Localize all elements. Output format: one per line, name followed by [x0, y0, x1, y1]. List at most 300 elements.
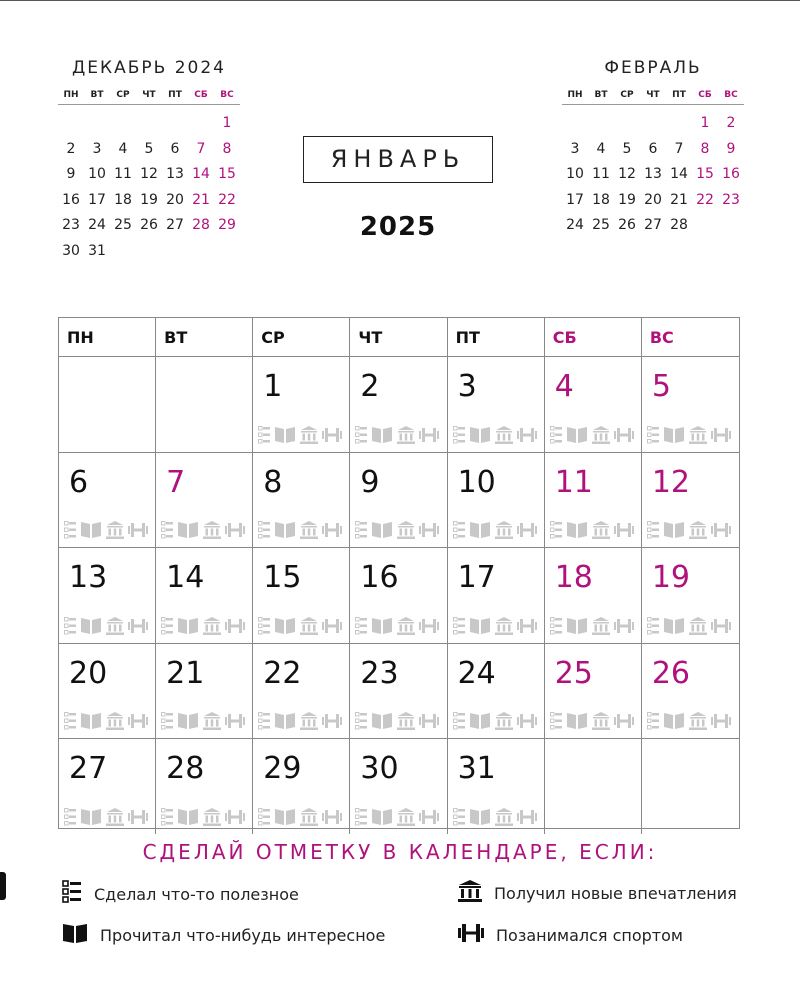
book-icon[interactable] — [566, 712, 588, 730]
mini-day: 23 — [62, 217, 80, 233]
day-cell[interactable] — [253, 739, 350, 834]
mini-day: 18 — [114, 191, 132, 208]
dumbbell-icon[interactable] — [711, 617, 731, 635]
museum-icon[interactable] — [300, 521, 318, 539]
dumbbell-icon[interactable] — [614, 521, 634, 539]
checklist-icon[interactable] — [550, 521, 562, 539]
checklist-icon[interactable] — [161, 617, 173, 635]
day-cell[interactable] — [59, 453, 156, 548]
day-cell[interactable] — [350, 644, 447, 739]
day-number: 29 — [263, 751, 302, 786]
legend-item-useful — [62, 880, 299, 908]
book-icon[interactable] — [274, 808, 296, 826]
checklist-icon[interactable] — [355, 808, 367, 826]
legend-label: Прочитал что-нибудь интересное — [100, 925, 386, 945]
day-cell[interactable] — [350, 453, 447, 548]
weekday-header: СБ — [545, 318, 642, 356]
museum-icon[interactable] — [495, 808, 513, 826]
mini-day — [640, 111, 666, 137]
book-icon[interactable] — [663, 617, 685, 635]
tracker-icons — [550, 521, 634, 539]
checklist-icon[interactable] — [453, 521, 465, 539]
mini-day: 25 — [592, 217, 610, 233]
museum-icon[interactable] — [495, 426, 513, 444]
weekday-label: СБ — [194, 90, 208, 100]
day-cell[interactable] — [350, 548, 447, 643]
checklist-icon[interactable] — [258, 426, 270, 444]
tracker-icons — [355, 426, 439, 444]
tracker-icons — [64, 617, 148, 635]
day-cell[interactable] — [156, 644, 253, 739]
mini-day: 6 — [648, 140, 658, 157]
checklist-icon[interactable] — [258, 617, 270, 635]
checklist-icon[interactable] — [355, 712, 367, 730]
day-number: 8 — [263, 464, 283, 500]
checklist-icon[interactable] — [64, 521, 76, 539]
day-number: 25 — [554, 655, 593, 691]
calendar-weeks — [59, 357, 739, 834]
mini-day: 17 — [88, 191, 106, 208]
dumbbell-icon[interactable] — [225, 712, 245, 730]
mini-day: 12 — [618, 166, 636, 182]
museum-icon[interactable] — [689, 426, 707, 444]
mini-calendar-days — [58, 111, 240, 264]
museum-icon[interactable] — [495, 712, 513, 730]
day-cell[interactable] — [350, 357, 447, 452]
weekday-header: ВТ — [156, 318, 253, 356]
week-row — [59, 644, 739, 740]
day-cell[interactable] — [545, 548, 642, 643]
checklist-icon[interactable] — [355, 521, 367, 539]
mini-day — [614, 111, 640, 137]
weekday-label: СР — [620, 90, 634, 100]
museum-icon[interactable] — [592, 521, 610, 539]
week-row — [59, 548, 739, 644]
day-cell[interactable] — [156, 548, 253, 643]
book-icon[interactable] — [469, 521, 491, 539]
mini-day: 5 — [144, 140, 154, 157]
day-cell[interactable] — [253, 357, 350, 452]
tracker-icons — [258, 521, 342, 539]
checklist-icon[interactable] — [161, 808, 173, 826]
mini-day: 28 — [670, 217, 688, 233]
day-number: 24 — [457, 655, 496, 691]
week-row — [59, 739, 739, 834]
mini-day: 12 — [140, 166, 158, 182]
day-number: 14 — [166, 560, 205, 595]
book-icon[interactable] — [80, 712, 102, 730]
day-number: 16 — [360, 560, 399, 595]
checklist-icon — [62, 880, 82, 908]
dumbbell-icon[interactable] — [614, 617, 634, 635]
mini-day — [136, 239, 162, 265]
dumbbell-icon[interactable] — [419, 426, 439, 444]
mini-day: 25 — [114, 217, 132, 233]
tracker-icons — [355, 617, 439, 635]
mini-day — [58, 111, 84, 137]
museum-icon[interactable] — [203, 808, 221, 826]
year-title: 2025 — [359, 212, 437, 242]
mini-day — [588, 111, 614, 137]
mini-day: 20 — [166, 191, 184, 208]
tracker-icons — [550, 617, 634, 635]
day-cell[interactable] — [59, 548, 156, 643]
mini-day: 4 — [118, 140, 128, 157]
day-cell[interactable] — [156, 739, 253, 834]
museum-icon[interactable] — [300, 617, 318, 635]
tracker-icons — [258, 808, 342, 826]
checklist-icon[interactable] — [64, 808, 76, 826]
legend-label: Позанимался спортом — [496, 925, 683, 945]
mini-day: 27 — [644, 217, 662, 233]
tracker-icons — [647, 521, 731, 539]
tracker-icons — [355, 808, 439, 826]
museum-icon[interactable] — [689, 521, 707, 539]
tracker-icons — [258, 712, 342, 730]
day-number: 6 — [69, 464, 89, 500]
checklist-icon[interactable] — [647, 712, 659, 730]
book-icon[interactable] — [469, 617, 491, 635]
day-cell[interactable] — [642, 357, 739, 452]
book-icon[interactable] — [371, 617, 393, 635]
dumbbell-icon[interactable] — [517, 426, 537, 444]
day-number: 28 — [166, 751, 205, 786]
checklist-icon[interactable] — [647, 426, 659, 444]
weekday-label: ВТ — [90, 90, 104, 100]
month-title: ЯНВАРЬ — [303, 136, 493, 183]
checklist-icon[interactable] — [64, 617, 76, 635]
tracker-icons — [355, 521, 439, 539]
book-icon[interactable] — [371, 521, 393, 539]
museum-icon[interactable] — [495, 617, 513, 635]
empty-day-cell — [156, 357, 253, 452]
book-icon[interactable] — [371, 712, 393, 730]
mini-day: 20 — [644, 191, 662, 208]
mini-day: 19 — [618, 191, 636, 208]
museum-icon[interactable] — [592, 617, 610, 635]
weekday-label: ВТ — [594, 90, 608, 100]
book-icon[interactable] — [274, 426, 296, 444]
dumbbell-icon[interactable] — [517, 617, 537, 635]
mini-calendar-days — [562, 111, 744, 239]
dumbbell-icon[interactable] — [711, 426, 731, 444]
mini-day — [162, 239, 188, 265]
legend-label: Получил новые впечатления — [494, 883, 737, 903]
legend-title: СДЕЛАЙ ОТМЕТКУ В КАЛЕНДАРЕ, ЕСЛИ: — [142, 840, 658, 864]
book-icon[interactable] — [663, 426, 685, 444]
day-cell[interactable] — [448, 548, 545, 643]
mini-day — [110, 111, 136, 137]
day-cell[interactable] — [448, 644, 545, 739]
day-number: 13 — [69, 560, 108, 595]
museum-icon[interactable] — [397, 712, 415, 730]
empty-day-cell — [545, 739, 642, 834]
weekday-header-row — [59, 318, 739, 357]
day-cell[interactable] — [350, 739, 447, 834]
mini-day — [692, 213, 718, 239]
weekday-label: ПТ — [168, 90, 182, 100]
mini-day: 7 — [674, 140, 684, 157]
book-icon[interactable] — [80, 808, 102, 826]
dumbbell-icon[interactable] — [614, 426, 634, 444]
checklist-icon[interactable] — [258, 521, 270, 539]
dumbbell-icon[interactable] — [322, 808, 342, 826]
museum-icon[interactable] — [397, 808, 415, 826]
museum-icon[interactable] — [106, 712, 124, 730]
day-cell[interactable] — [253, 548, 350, 643]
weekday-label: СР — [116, 90, 130, 100]
museum-icon[interactable] — [592, 426, 610, 444]
checklist-icon[interactable] — [550, 712, 562, 730]
mini-day: 7 — [196, 140, 206, 157]
top-border-line — [0, 0, 800, 1]
checklist-icon[interactable] — [453, 808, 465, 826]
book-icon[interactable] — [274, 521, 296, 539]
mini-calendar-december — [58, 58, 240, 264]
museum-icon[interactable] — [300, 426, 318, 444]
day-number: 10 — [457, 464, 496, 500]
museum-icon[interactable] — [397, 426, 415, 444]
mini-day — [188, 239, 214, 265]
dumbbell-icon[interactable] — [322, 712, 342, 730]
day-number: 4 — [554, 369, 574, 404]
checklist-icon[interactable] — [355, 426, 367, 444]
book-icon[interactable] — [469, 712, 491, 730]
museum-icon[interactable] — [592, 712, 610, 730]
weekday-header: ЧТ — [350, 318, 447, 356]
dumbbell-icon[interactable] — [711, 521, 731, 539]
mini-day — [562, 111, 588, 137]
day-cell[interactable] — [59, 644, 156, 739]
museum-icon[interactable] — [106, 617, 124, 635]
day-number: 27 — [69, 751, 108, 786]
dumbbell-icon[interactable] — [128, 712, 148, 730]
checklist-icon[interactable] — [453, 712, 465, 730]
weekday-label: ПН — [63, 90, 79, 100]
day-cell[interactable] — [253, 453, 350, 548]
museum-icon[interactable] — [106, 521, 124, 539]
checklist-icon[interactable] — [64, 712, 76, 730]
tracker-icons — [550, 712, 634, 730]
tracker-icons — [647, 712, 731, 730]
dumbbell-icon[interactable] — [128, 617, 148, 635]
mini-calendar-title: ФЕВРАЛЬ — [604, 58, 702, 78]
book-icon[interactable] — [80, 617, 102, 635]
day-number: 31 — [457, 751, 496, 786]
day-cell[interactable] — [448, 453, 545, 548]
dumbbell-icon[interactable] — [517, 521, 537, 539]
book-icon[interactable] — [274, 617, 296, 635]
dumbbell-icon[interactable] — [419, 808, 439, 826]
checklist-icon[interactable] — [453, 617, 465, 635]
book-icon[interactable] — [274, 712, 296, 730]
tracker-icons — [453, 712, 537, 730]
mini-day: 22 — [696, 191, 714, 208]
checklist-icon[interactable] — [161, 712, 173, 730]
book-icon[interactable] — [80, 521, 102, 539]
mini-day: 29 — [218, 217, 236, 233]
dumbbell-icon[interactable] — [614, 712, 634, 730]
book-icon[interactable] — [469, 426, 491, 444]
museum-icon[interactable] — [397, 617, 415, 635]
book-icon[interactable] — [566, 426, 588, 444]
dumbbell-icon[interactable] — [322, 617, 342, 635]
book-icon[interactable] — [177, 617, 199, 635]
dumbbell-icon[interactable] — [225, 808, 245, 826]
empty-day-cell — [642, 739, 739, 834]
book-icon[interactable] — [663, 521, 685, 539]
mini-day: 2 — [66, 140, 76, 157]
day-cell[interactable] — [642, 644, 739, 739]
day-number: 17 — [457, 560, 496, 595]
museum-icon[interactable] — [300, 808, 318, 826]
mini-day — [188, 111, 214, 137]
checklist-icon[interactable] — [550, 426, 562, 444]
dumbbell-icon[interactable] — [419, 617, 439, 635]
tracker-icons — [453, 426, 537, 444]
museum-icon[interactable] — [203, 521, 221, 539]
dumbbell-icon[interactable] — [322, 426, 342, 444]
mini-day: 16 — [722, 166, 740, 182]
legend-item-sport — [458, 922, 683, 948]
dumbbell-icon — [458, 922, 484, 948]
tracker-icons — [258, 617, 342, 635]
day-cell[interactable] — [59, 739, 156, 834]
mini-day — [666, 111, 692, 137]
tracker-icons — [64, 712, 148, 730]
dumbbell-icon[interactable] — [225, 521, 245, 539]
book-icon[interactable] — [566, 617, 588, 635]
museum-icon[interactable] — [495, 521, 513, 539]
museum-icon[interactable] — [106, 808, 124, 826]
day-number: 2 — [360, 369, 380, 404]
museum-icon[interactable] — [300, 712, 318, 730]
mini-day: 10 — [88, 166, 106, 182]
day-number: 11 — [554, 464, 593, 500]
mini-day: 15 — [218, 166, 236, 182]
week-row — [59, 453, 739, 549]
book-icon[interactable] — [371, 808, 393, 826]
day-cell[interactable] — [642, 453, 739, 548]
mini-day: 22 — [218, 191, 236, 208]
book-icon[interactable] — [371, 426, 393, 444]
day-number: 3 — [457, 369, 477, 404]
dumbbell-icon[interactable] — [128, 808, 148, 826]
mini-day: 3 — [92, 140, 102, 157]
mini-day: 1 — [700, 115, 710, 131]
mini-day: 4 — [596, 140, 606, 157]
dumbbell-icon[interactable] — [128, 521, 148, 539]
day-number: 20 — [69, 655, 108, 691]
museum-icon[interactable] — [397, 521, 415, 539]
mini-day: 2 — [726, 115, 736, 131]
dumbbell-icon[interactable] — [711, 712, 731, 730]
day-cell[interactable] — [545, 644, 642, 739]
day-number: 7 — [166, 464, 186, 500]
book-icon[interactable] — [566, 521, 588, 539]
weekday-header: ВС — [649, 328, 674, 347]
dumbbell-icon[interactable] — [517, 712, 537, 730]
weekday-header: ПТ — [448, 318, 545, 356]
mini-day: 1 — [222, 115, 232, 131]
tracker-icons — [453, 808, 537, 826]
mini-day — [110, 239, 136, 265]
checklist-icon[interactable] — [647, 521, 659, 539]
mini-day: 18 — [592, 191, 610, 208]
dumbbell-icon[interactable] — [225, 617, 245, 635]
month-calendar-grid — [58, 317, 740, 829]
dumbbell-icon[interactable] — [322, 521, 342, 539]
museum-icon[interactable] — [203, 617, 221, 635]
day-number: 1 — [263, 369, 283, 404]
book-icon[interactable] — [177, 521, 199, 539]
weekday-label: ПТ — [672, 90, 686, 100]
mini-day: 24 — [88, 217, 106, 233]
weekday-label: ВС — [724, 90, 738, 100]
museum-icon[interactable] — [689, 617, 707, 635]
checklist-icon[interactable] — [161, 521, 173, 539]
day-cell[interactable] — [156, 453, 253, 548]
dumbbell-icon[interactable] — [517, 808, 537, 826]
day-number: 15 — [263, 560, 302, 595]
checklist-icon[interactable] — [258, 808, 270, 826]
empty-day-cell — [59, 357, 156, 452]
dumbbell-icon[interactable] — [419, 521, 439, 539]
dumbbell-icon[interactable] — [419, 712, 439, 730]
weekday-header: СР — [253, 318, 350, 356]
book-icon[interactable] — [177, 712, 199, 730]
tracker-icons — [453, 617, 537, 635]
museum-icon[interactable] — [689, 712, 707, 730]
day-cell[interactable] — [545, 453, 642, 548]
day-number: 30 — [360, 751, 399, 786]
book-icon[interactable] — [177, 808, 199, 826]
book-icon[interactable] — [663, 712, 685, 730]
mini-day: 15 — [696, 166, 714, 182]
mini-day: 5 — [622, 140, 632, 157]
checklist-icon[interactable] — [647, 617, 659, 635]
museum-icon — [458, 880, 482, 906]
mini-day: 8 — [700, 140, 710, 157]
legend-item-impressions — [458, 880, 737, 906]
mini-calendar-title: ДЕКАБРЬ 2024 — [72, 58, 226, 78]
tracker-icons — [550, 426, 634, 444]
tracker-icons — [647, 617, 731, 635]
checklist-icon[interactable] — [453, 426, 465, 444]
mini-day: 11 — [592, 166, 610, 182]
museum-icon[interactable] — [203, 712, 221, 730]
checklist-icon[interactable] — [550, 617, 562, 635]
mini-day: 8 — [222, 140, 232, 157]
day-number: 12 — [651, 464, 691, 500]
day-cell[interactable] — [448, 357, 545, 452]
day-cell[interactable] — [642, 548, 739, 643]
mini-day — [718, 213, 744, 239]
tracker-icons — [64, 521, 148, 539]
day-number: 23 — [360, 655, 399, 691]
book-icon[interactable] — [469, 808, 491, 826]
mini-day: 28 — [192, 217, 210, 233]
checklist-icon[interactable] — [258, 712, 270, 730]
day-cell[interactable] — [448, 739, 545, 834]
checklist-icon[interactable] — [355, 617, 367, 635]
weekday-label: ВС — [220, 90, 234, 100]
day-cell[interactable] — [545, 357, 642, 452]
day-cell[interactable] — [253, 644, 350, 739]
mini-day — [162, 111, 188, 137]
day-number: 22 — [263, 655, 302, 691]
mini-day: 26 — [618, 217, 636, 233]
